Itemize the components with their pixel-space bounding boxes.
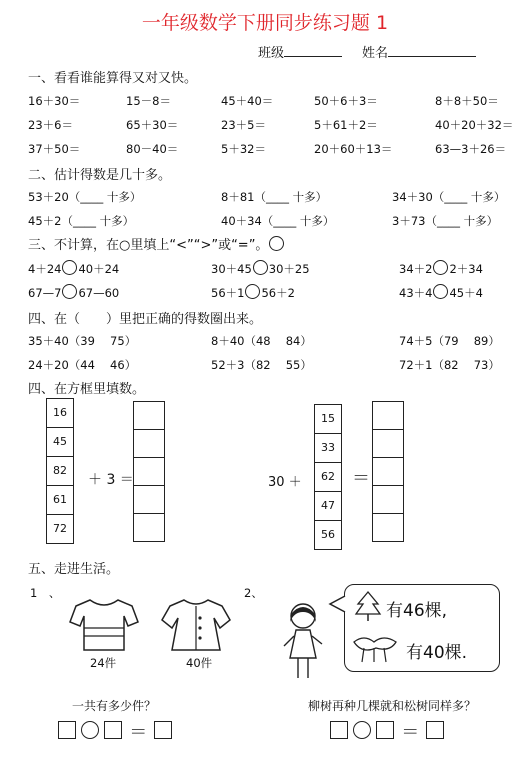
compare-circle[interactable] [62, 260, 77, 275]
answer-box[interactable] [426, 721, 444, 739]
circle-answer-problem[interactable]: 74＋5（79 89） [399, 334, 500, 348]
circle-answer-problem[interactable]: 24＋20（44 46） [28, 358, 137, 372]
circle-answer-problem[interactable]: 52＋3（82 55） [211, 358, 312, 372]
class-field[interactable] [258, 42, 342, 61]
number-cell: 62 [315, 463, 341, 492]
question-1-answer[interactable] [58, 718, 172, 744]
example-circle [269, 236, 284, 251]
answer-circle[interactable] [353, 721, 371, 739]
number-cell: 47 [315, 492, 341, 521]
compare-circle[interactable] [433, 284, 448, 299]
estimate-problem: 8＋81（____ 十多） [221, 190, 328, 204]
answer-box[interactable] [376, 721, 394, 739]
left-operator: ＋ 3 ＝ [88, 472, 134, 488]
question-1-text: 一共有多少件？ [72, 699, 157, 713]
compare-problem [28, 284, 119, 300]
question-2-text: 柳树再种几棵就和松树同样多？ [308, 699, 477, 713]
answer-box[interactable] [330, 721, 348, 739]
coat-icon [160, 596, 232, 654]
number-cell: 72 [53, 522, 67, 535]
number-cell: 82 [47, 457, 73, 486]
compare-right: 2＋34 [449, 262, 483, 276]
compare-problem [211, 284, 295, 301]
estimate-problem: 45＋2（____ 十多） [28, 214, 135, 228]
question-2-number: 2、 [244, 586, 263, 600]
section-6-heading: 五、走进生活。 [28, 562, 120, 577]
compare-left: 4＋24 [28, 262, 62, 276]
compare-left: 30＋45 [211, 262, 252, 276]
question-1-number: 1 、 [30, 586, 61, 600]
compare-circle[interactable] [245, 284, 260, 299]
number-cell: 56 [321, 528, 335, 541]
section-3-heading [28, 234, 285, 253]
calc-problem: 8＋8＋50＝ [435, 94, 499, 108]
equals-sign: ＝ [129, 722, 148, 743]
calc-problem: 63—3＋26＝ [435, 142, 507, 156]
compare-right: 40＋24 [78, 262, 120, 276]
compare-right: 30＋25 [268, 262, 310, 276]
coat-count: 40件 [186, 656, 213, 670]
compare-left: 34＋2 [399, 262, 433, 276]
compare-problem [211, 260, 310, 277]
answer-circle[interactable] [81, 721, 99, 739]
compare-problem [399, 284, 483, 301]
calc-problem: 50＋6＋3＝ [314, 94, 378, 108]
name-label: 姓名 [362, 46, 389, 61]
estimate-problem: 3＋73（____ 十多） [392, 214, 499, 228]
calc-problem: 15－8＝ [126, 94, 171, 108]
name-field[interactable] [362, 42, 476, 61]
calc-problem: 65＋30＝ [126, 118, 179, 132]
left-answer-boxes[interactable] [133, 401, 165, 542]
compare-right: 45＋4 [449, 286, 483, 300]
calc-problem: 23＋6＝ [28, 118, 73, 132]
girl-icon [282, 600, 324, 684]
compare-right: 56＋2 [261, 286, 295, 300]
section-2-heading: 二、估计得数是几十多。 [28, 168, 172, 183]
compare-circle[interactable] [62, 284, 77, 299]
compare-circle[interactable] [253, 260, 268, 275]
calc-problem: 23＋5＝ [221, 118, 266, 132]
right-answer-boxes[interactable] [372, 401, 404, 542]
calc-problem: 45＋40＝ [221, 94, 274, 108]
right-equals: ＝ [352, 468, 370, 489]
calc-problem: 20＋60＋13＝ [314, 142, 393, 156]
class-label: 班级 [258, 46, 285, 61]
answer-box[interactable] [154, 721, 172, 739]
page-title: 一年级数学下册同步练习题 1 [141, 12, 389, 34]
question-2-answer[interactable] [330, 718, 444, 744]
circle-answer-problem[interactable]: 8＋40（48 84） [211, 334, 312, 348]
number-cell: 15 [315, 405, 341, 434]
section-1-heading: 一、看看谁能算得又对又快。 [28, 71, 198, 86]
number-cell: 61 [47, 486, 73, 515]
compare-left: 43＋4 [399, 286, 433, 300]
calc-problem: 40＋20＋32＝ [435, 118, 514, 132]
pine-tree-icon [354, 590, 382, 622]
compare-problem [28, 260, 119, 277]
circle-answer-problem[interactable]: 35＋40（39 75） [28, 334, 137, 348]
number-cell: 33 [315, 434, 341, 463]
estimate-problem: 34＋30（____ 十多） [392, 190, 506, 204]
calc-problem: 16＋30＝ [28, 94, 81, 108]
bubble-tail-icon [328, 594, 346, 614]
calc-problem: 80－40＝ [126, 142, 179, 156]
section-3-heading-text: 三、不计算，在○里填上“<”“>”或“=”。 [28, 238, 269, 253]
compare-left: 67—7 [28, 286, 62, 300]
section-5-heading: 四、在方框里填数。 [28, 382, 146, 397]
willow-tree-count: 有40棵. [406, 643, 468, 663]
pine-tree-count: 有46棵, [386, 601, 448, 621]
compare-right: 67—60 [78, 286, 120, 300]
estimate-problem: 53＋20（____ 十多） [28, 190, 142, 204]
right-prefix: 30 ＋ [268, 475, 302, 490]
shirt-icon [68, 596, 140, 654]
calc-problem: 5＋32＝ [221, 142, 266, 156]
shirt-count: 24件 [90, 656, 117, 670]
compare-left: 56＋1 [211, 286, 245, 300]
section-4-heading: 四、在（ ）里把正确的得数圈出来。 [28, 312, 263, 327]
number-cell: 16 [47, 399, 73, 428]
equals-sign: ＝ [401, 722, 420, 743]
answer-box[interactable] [58, 721, 76, 739]
right-number-column [314, 404, 342, 550]
calc-problem: 5＋61＋2＝ [314, 118, 378, 132]
estimate-problem: 40＋34（____ 十多） [221, 214, 335, 228]
left-number-column [46, 398, 74, 544]
answer-box[interactable] [104, 721, 122, 739]
compare-problem [399, 260, 483, 277]
compare-circle[interactable] [433, 260, 448, 275]
calc-problem: 37＋50＝ [28, 142, 81, 156]
willow-tree-icon [350, 632, 402, 664]
number-cell: 45 [47, 428, 73, 457]
circle-answer-problem[interactable]: 72＋1（82 73） [399, 358, 500, 372]
